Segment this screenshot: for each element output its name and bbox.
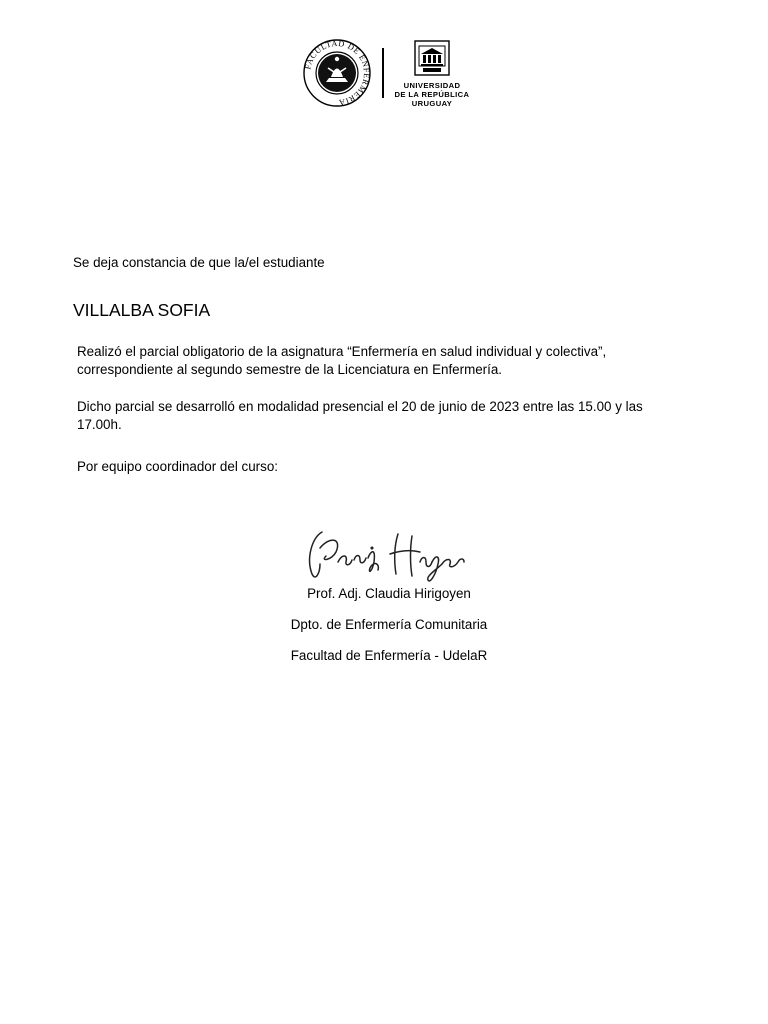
paragraph-1-line-1: Realizó el parcial obligatorio de la asignatura “Enfermería en salud individual y colectiva”, [77,344,607,359]
signatory-department: Dpto. de Enfermería Comunitaria [290,617,488,632]
paragraph-3: Por equipo coordinador del curso: [77,459,278,474]
svg-text:FACULTAD DE ENFERMERIA: FACULTAD DE ENFERMERIA [303,38,372,108]
university-name-line-2: DE LA REPÚBLICA [394,90,470,99]
university-name-line-1: UNIVERSIDAD [403,81,461,90]
university-logo [413,38,451,78]
signatory-name: Prof. Adj. Claudia Hirigoyen [307,586,471,601]
intro-text: Se deja constancia de que la/el estudiante [73,255,325,270]
student-name: VILLALBA SOFIA [73,300,211,320]
university-name-line-3: URUGUAY [411,99,453,108]
paragraph-2-line-1: Dicho parcial se desarrolló en modalidad presencial el 20 de junio de 2023 entre las 15.00 y las [77,399,643,414]
signatory-faculty: Facultad de Enfermería - UdelaR [290,648,488,663]
paragraph-2-line-2: 17.00h. [77,417,122,432]
handwritten-signature [290,524,480,586]
paragraph-1-line-2: correspondiente al segundo semestre de la Licenciatura en Enfermería. [77,362,503,377]
faculty-seal-logo [302,38,372,108]
